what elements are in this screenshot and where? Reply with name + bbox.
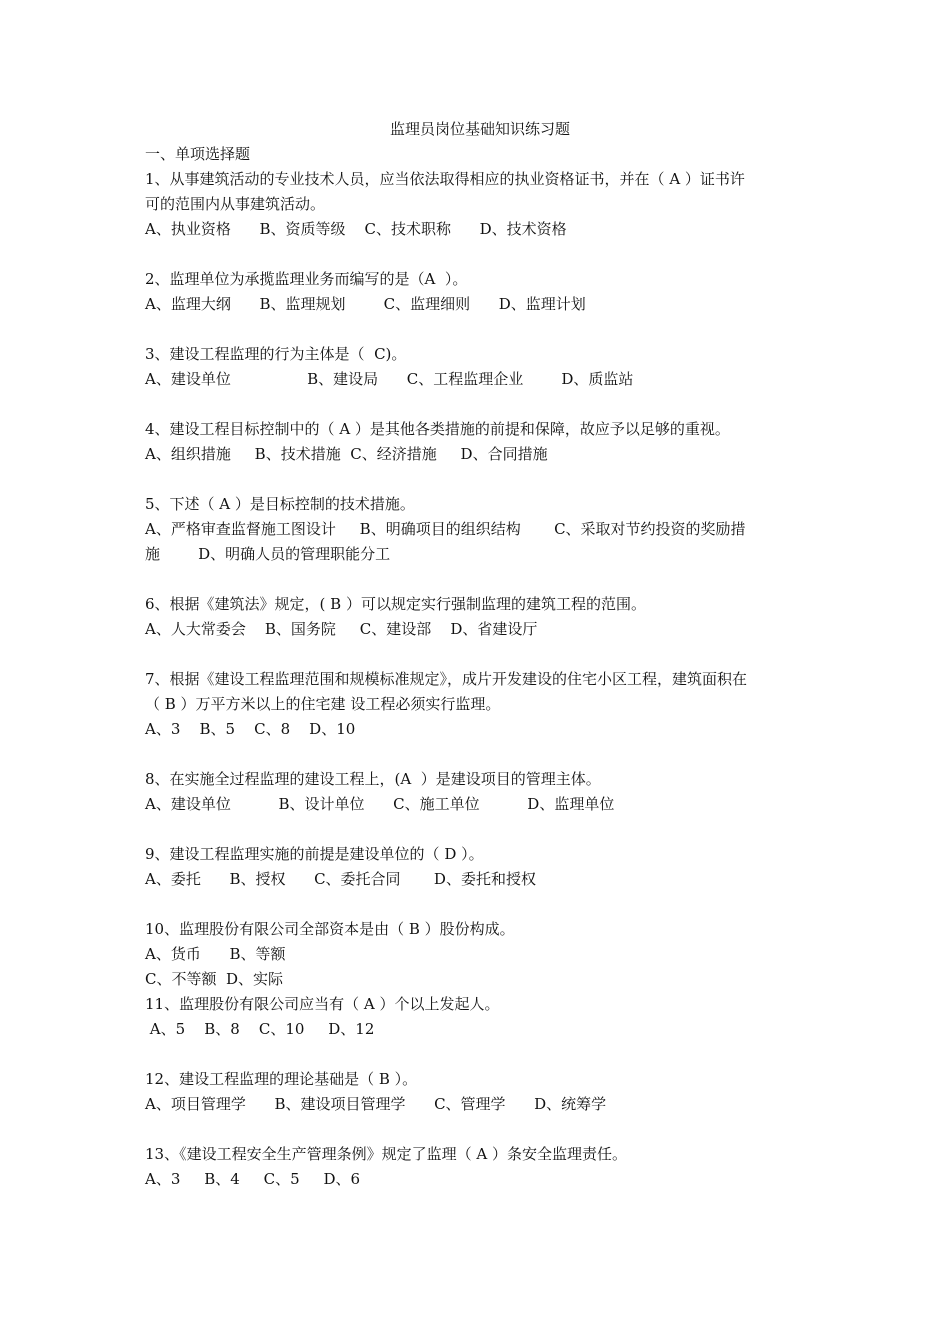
question-item (145, 842, 815, 892)
question-text: 8、在实施全过程监理的建设工程上，(A ）是建设项目的管理主体。 (145, 770, 601, 788)
question-line: A、执业资格 B、资质等级 C、技术职称 D、技术资格 (145, 220, 567, 238)
question-text: 12、建设工程监理的理论基础是（ B ）。 (145, 1070, 418, 1088)
question-item (145, 992, 815, 1042)
question-line: A、委托 B、授权 C、委托合同 D、委托和授权 (145, 870, 536, 888)
question-line: A、建设单位 B、建设局 C、工程监理企业 D、质监站 (145, 370, 634, 388)
question-line: C、不等额 D、实际 (145, 970, 284, 988)
question-line: A、货币 B、等额 (145, 945, 286, 963)
question-text: 1、从事建筑活动的专业技术人员，应当依法取得相应的执业资格证书，并在（ A ）证书许 (145, 170, 745, 188)
document-page (145, 117, 815, 1192)
question-list (145, 167, 815, 1192)
question-line: （ B ）万平方米以上的住宅建 设工程必须实行监理。 (145, 695, 501, 713)
question-item (145, 167, 815, 242)
question-item (145, 417, 815, 467)
question-item (145, 592, 815, 642)
question-text: 7、根据《建设工程监理范围和规模标准规定》，成片开发建设的住宅小区工程，建筑面积在 (145, 670, 748, 688)
question-line: A、5 B、8 C、10 D、12 (145, 1020, 375, 1038)
question-line: A、3 B、5 C、8 D、10 (145, 720, 356, 738)
question-text: 2、监理单位为承揽监理业务而编写的是（A ）。 (145, 270, 468, 288)
question-line: A、监理大纲 B、监理规划 C、监理细则 D、监理计划 (145, 295, 586, 313)
section-heading: 一、单项选择题 (145, 145, 251, 163)
question-line: A、严格审查监督施工图设计 B、明确项目的组织结构 C、采取对节约投资的奖励措 (145, 520, 746, 538)
question-line: 施 D、明确人员的管理职能分工 (145, 545, 391, 563)
question-text: 9、建设工程监理实施的前提是建设单位的（ D ）。 (145, 845, 484, 863)
question-text: 4、建设工程目标控制中的（ A ）是其他各类措施的前提和保障，故应予以足够的重视。 (145, 420, 730, 438)
question-text: 10、监理股份有限公司全部资本是由（ B ）股份构成。 (145, 920, 515, 938)
question-item (145, 492, 815, 567)
question-item (145, 267, 815, 317)
question-text: 6、根据《建筑法》规定，( B ）可以规定实行强制监理的建筑工程的范围。 (145, 595, 646, 613)
question-item (145, 767, 815, 817)
question-text: 5、下述（ A ）是目标控制的技术措施。 (145, 495, 415, 513)
document-title: 监理员岗位基础知识练习题 (389, 120, 570, 138)
question-item (145, 1142, 815, 1192)
question-line: A、建设单位 B、设计单位 C、施工单位 D、监理单位 (145, 795, 615, 813)
question-item (145, 667, 815, 742)
question-line: A、组织措施 B、技术措施 C、经济措施 D、合同措施 (145, 445, 548, 463)
question-line: A、3 B、4 C、5 D、6 (145, 1170, 361, 1188)
question-item (145, 342, 815, 392)
question-item (145, 917, 815, 992)
question-line: 可的范围内从事建筑活动。 (145, 195, 326, 213)
question-line: A、人大常委会 B、国务院 C、建设部 D、省建设厅 (145, 620, 538, 638)
question-text: 3、建设工程监理的行为主体是（ C)。 (145, 345, 407, 363)
question-item (145, 1067, 815, 1117)
question-line: A、项目管理学 B、建设项目管理学 C、管理学 D、统筹学 (145, 1095, 607, 1113)
question-text: 11、监理股份有限公司应当有（ A ）个以上发起人。 (145, 995, 500, 1013)
question-text: 13、《建设工程安全生产管理条例》规定了监理（ A ）条安全监理责任。 (145, 1145, 627, 1163)
